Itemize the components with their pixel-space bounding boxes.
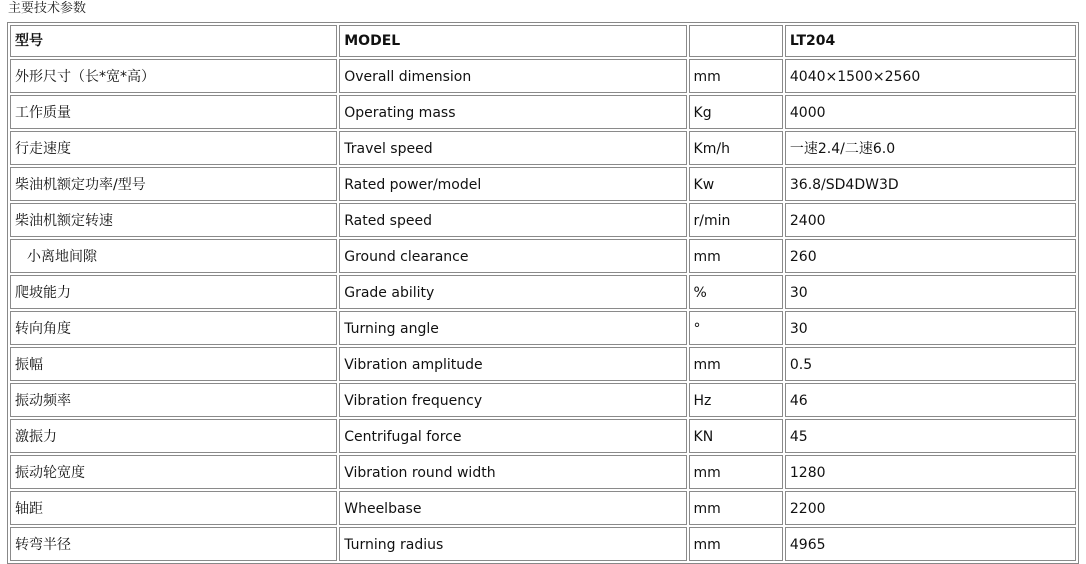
cell-en: Ground clearance bbox=[339, 239, 686, 273]
cell-en: Vibration round width bbox=[339, 455, 686, 489]
cell-unit: mm bbox=[689, 527, 783, 561]
cell-unit: mm bbox=[689, 239, 783, 273]
cell-en: Rated power/model bbox=[339, 167, 686, 201]
cell-cn: 转弯半径 bbox=[10, 527, 337, 561]
table-row bbox=[10, 167, 1076, 201]
table-row bbox=[10, 527, 1076, 561]
cell-unit: mm bbox=[689, 347, 783, 381]
header-value: LT204 bbox=[785, 25, 1076, 57]
cell-unit: % bbox=[689, 275, 783, 309]
cell-cn: 小离地间隙 bbox=[10, 239, 337, 273]
cell-value: 2400 bbox=[785, 203, 1076, 237]
cell-en: Grade ability bbox=[339, 275, 686, 309]
cell-value: 2200 bbox=[785, 491, 1076, 525]
cell-cn: 行走速度 bbox=[10, 131, 337, 165]
cell-value: 260 bbox=[785, 239, 1076, 273]
table-row bbox=[10, 239, 1076, 273]
cell-unit: Kw bbox=[689, 167, 783, 201]
cell-cn: 激振力 bbox=[10, 419, 337, 453]
table-row bbox=[10, 311, 1076, 345]
cell-value: 4040×1500×2560 bbox=[785, 59, 1076, 93]
cell-en: Turning angle bbox=[339, 311, 686, 345]
cell-value: 36.8/SD4DW3D bbox=[785, 167, 1076, 201]
table-row bbox=[10, 131, 1076, 165]
table-caption: 主要技术参数 bbox=[8, 1, 87, 16]
cell-en: Vibration frequency bbox=[339, 383, 686, 417]
header-unit bbox=[689, 25, 783, 57]
table-row bbox=[10, 203, 1076, 237]
spec-table bbox=[7, 22, 1079, 564]
table-row bbox=[10, 383, 1076, 417]
cell-en: Wheelbase bbox=[339, 491, 686, 525]
cell-cn: 爬坡能力 bbox=[10, 275, 337, 309]
cell-cn: 柴油机额定功率/型号 bbox=[10, 167, 337, 201]
cell-cn: 工作质量 bbox=[10, 95, 337, 129]
table-row bbox=[10, 347, 1076, 381]
cell-value: 4000 bbox=[785, 95, 1076, 129]
table-header-row bbox=[10, 25, 1076, 57]
cell-unit: r/min bbox=[689, 203, 783, 237]
cell-value: 30 bbox=[785, 311, 1076, 345]
cell-cn: 外形尺寸（长*宽*高） bbox=[10, 59, 337, 93]
cell-unit: Km/h bbox=[689, 131, 783, 165]
cell-en: Turning radius bbox=[339, 527, 686, 561]
cell-unit: Hz bbox=[689, 383, 783, 417]
cell-value: 45 bbox=[785, 419, 1076, 453]
header-cn: 型号 bbox=[10, 25, 337, 57]
cell-unit: Kg bbox=[689, 95, 783, 129]
table-row bbox=[10, 95, 1076, 129]
cell-value: 46 bbox=[785, 383, 1076, 417]
table-row bbox=[10, 491, 1076, 525]
cell-cn: 振动频率 bbox=[10, 383, 337, 417]
cell-value: 30 bbox=[785, 275, 1076, 309]
cell-unit: mm bbox=[689, 491, 783, 525]
header-en: MODEL bbox=[339, 25, 686, 57]
cell-value: 1280 bbox=[785, 455, 1076, 489]
cell-value: 4965 bbox=[785, 527, 1076, 561]
cell-cn: 转向角度 bbox=[10, 311, 337, 345]
cell-cn: 柴油机额定转速 bbox=[10, 203, 337, 237]
cell-en: Centrifugal force bbox=[339, 419, 686, 453]
cell-cn: 振幅 bbox=[10, 347, 337, 381]
table-row bbox=[10, 455, 1076, 489]
cell-value: 一速2.4/二速6.0 bbox=[785, 131, 1076, 165]
cell-unit: KN bbox=[689, 419, 783, 453]
table-row bbox=[10, 419, 1076, 453]
table-row bbox=[10, 275, 1076, 309]
cell-unit: mm bbox=[689, 59, 783, 93]
cell-cn: 振动轮宽度 bbox=[10, 455, 337, 489]
cell-en: Rated speed bbox=[339, 203, 686, 237]
cell-cn: 轴距 bbox=[10, 491, 337, 525]
cell-en: Vibration amplitude bbox=[339, 347, 686, 381]
table-row bbox=[10, 59, 1076, 93]
cell-unit: ° bbox=[689, 311, 783, 345]
cell-value: 0.5 bbox=[785, 347, 1076, 381]
cell-en: Overall dimension bbox=[339, 59, 686, 93]
cell-unit: mm bbox=[689, 455, 783, 489]
cell-en: Operating mass bbox=[339, 95, 686, 129]
cell-en: Travel speed bbox=[339, 131, 686, 165]
